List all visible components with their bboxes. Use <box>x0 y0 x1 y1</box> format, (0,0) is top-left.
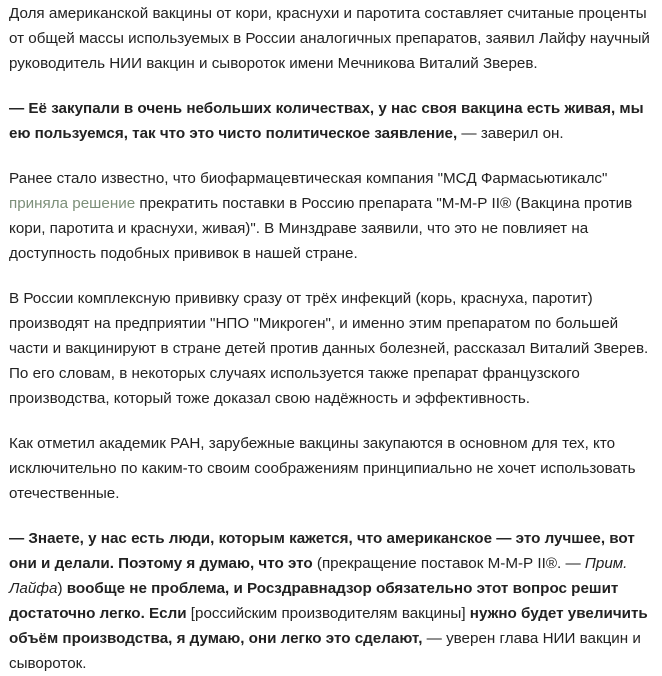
decision-link[interactable]: приняла решение <box>9 195 136 212</box>
article-body <box>0 1 662 672</box>
paragraph-1-text: Доля американской вакцины от кори, краснухи и паротита составляет считаные проценты от общей массы используемых в России аналогичных препаратов, заявил Лайфу научный руководитель НИИ вакцин и сывороток имени Мечникова Виталий Зверев. <box>9 5 650 72</box>
quote-2-plain-1: (прекращение поставок М-М-Р II®. — <box>312 555 585 572</box>
quote-attribution: — заверил он. <box>457 125 564 142</box>
editor-note: Прим. Лайфа <box>9 555 628 597</box>
paragraph-3 <box>9 166 658 266</box>
paragraph-2-quote <box>9 96 658 146</box>
paragraph-4 <box>9 286 658 411</box>
paragraph-5-text: Как отметил академик РАН, зарубежные вакцины закупаются в основном для тех, кто исключительно по каким-то своим соображениям принципиально не хочет использовать отечественные. <box>9 435 636 502</box>
paragraph-3-text-after: прекратить поставки в Россию препарата "М-М-Р II® (Вакцина против кори, паротита и краснухи, живая)". В Минздраве заявили, что это не повлияет на доступность подобных прививок в нашей стране. <box>9 195 633 262</box>
quote-2-plain-3: [российским производителям вакцины] <box>186 605 470 622</box>
quote-bold-text: — Её закупали в очень небольших количествах, у нас своя вакцина есть живая, мы ею пользуемся, так что это чисто политическое заявление, <box>9 100 644 142</box>
paragraph-6-quote <box>9 526 658 676</box>
paragraph-4-text: В России комплексную прививку сразу от трёх инфекций (корь, краснуха, паротит) производят на предприятии "НПО "Микроген", и именно этим препаратом по большей части и вакцинируют в стране детей против данных болезней, рассказал Виталий Зверев. По его словам, в некоторых случаях используется также препарат французского производства, который тоже доказал свою надёжность и эффективность. <box>9 290 649 407</box>
paragraph-3-text-before: Ранее стало известно, что биофармацевтическая компания "МСД Фармасьютикалс" <box>9 170 608 187</box>
paragraph-5 <box>9 431 658 506</box>
paragraph-1 <box>9 1 658 76</box>
quote-2-bold-1: — Знаете, у нас есть люди, которым кажется, что американское — это лучшее, вот они и делали. Поэтому я думаю, что это <box>9 530 635 572</box>
quote-2-bold-2: вообще не проблема, и Росздравнадзор обязательно этот вопрос решит достаточно легко. Если <box>9 580 619 622</box>
quote-2-plain-2: ) <box>57 580 67 597</box>
quote-2-attribution: — уверен глава НИИ вакцин и сывороток. <box>9 630 641 672</box>
quote-2-bold-3: нужно будет увеличить объём производства, я думаю, они легко это сделают, <box>9 605 648 647</box>
